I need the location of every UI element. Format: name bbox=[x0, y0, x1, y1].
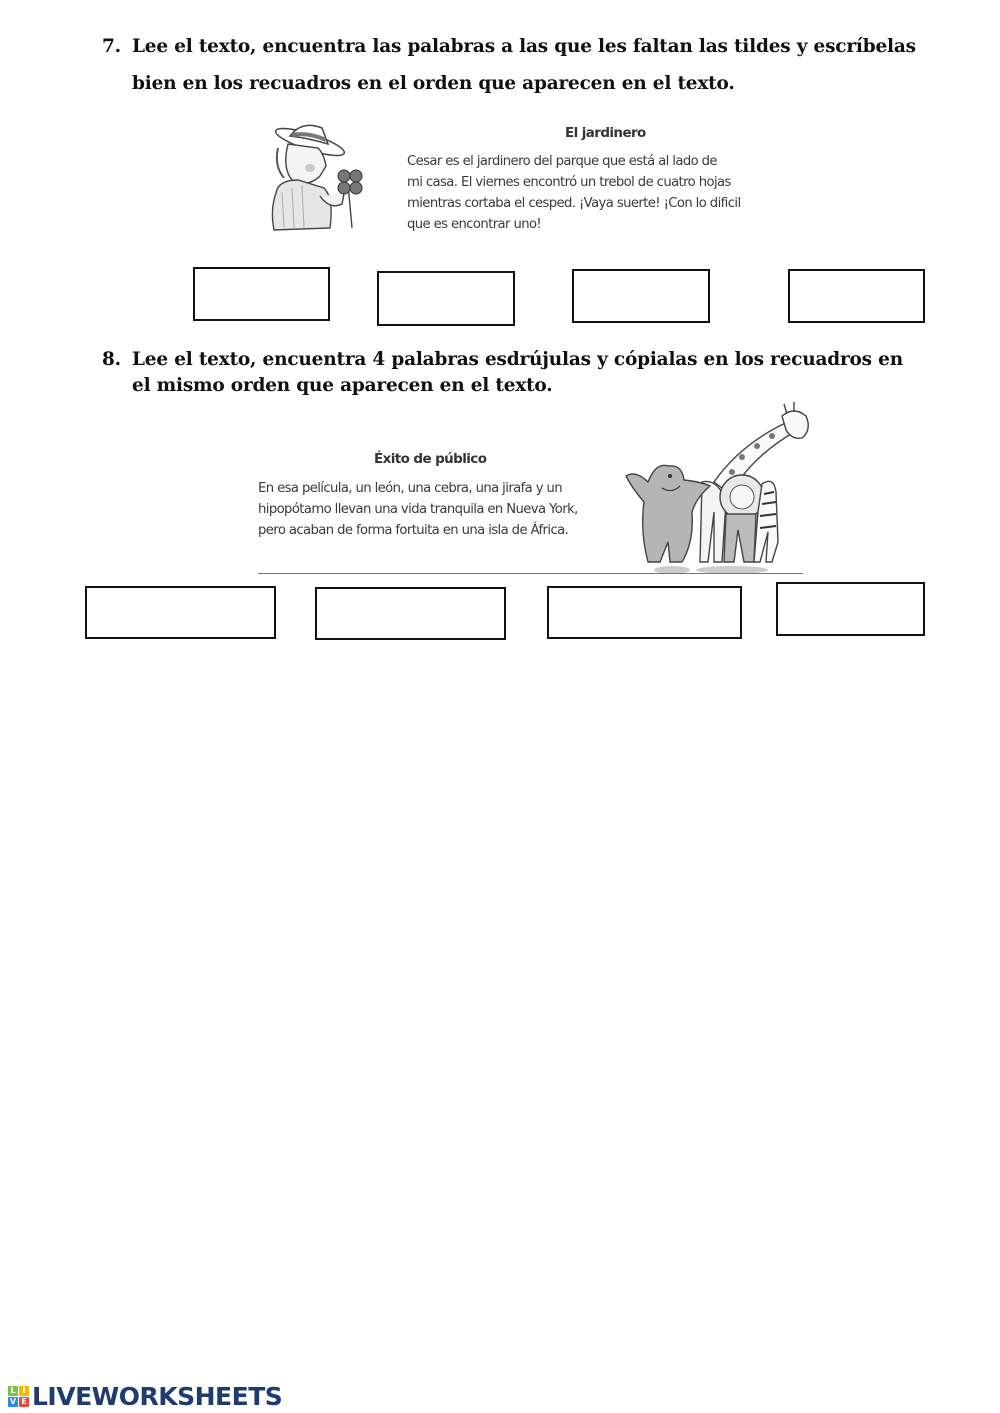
logo-letter-e: E bbox=[19, 1397, 29, 1407]
exercise-7-instruction-line-1: Lee el texto, encuentra las palabras a las que les faltan las tildes y escríbelas bbox=[132, 36, 916, 57]
logo-letter-i: I bbox=[19, 1386, 29, 1396]
gardener-icon bbox=[268, 118, 368, 233]
reading-line: hipopótamo llevan una vida tranquila en Nueva York, bbox=[258, 502, 578, 517]
exercise-8-answer-box-2[interactable] bbox=[315, 587, 506, 640]
exercise-7-answer-box-2[interactable] bbox=[377, 271, 515, 326]
exercise-7-answer-box-1[interactable] bbox=[193, 267, 330, 321]
exercise-7-answer-box-4[interactable] bbox=[788, 269, 925, 323]
logo-letter-l: L bbox=[8, 1386, 18, 1396]
reading-line: En esa película, un león, una cebra, una jirafa y un bbox=[258, 481, 563, 496]
exercise-8-instruction-line-1: Lee el texto, encuentra 4 palabras esdrújulas y cópialas en los recuadros en bbox=[132, 349, 903, 370]
reading-divider bbox=[258, 573, 803, 574]
exercise-8-number: 8. bbox=[102, 349, 121, 370]
reading-line: mientras cortaba el cesped. ¡Vaya suerte! ¡Con lo dificil bbox=[407, 196, 741, 211]
live-squares-icon bbox=[8, 1386, 29, 1407]
animals-illustration bbox=[622, 402, 812, 578]
liveworksheets-logo[interactable] bbox=[8, 1382, 282, 1411]
reading-title: Éxito de público bbox=[374, 451, 487, 467]
logo-letter-v: V bbox=[9, 1397, 17, 1406]
reading-line: mi casa. El viernes encontró un trebol de cuatro hojas bbox=[407, 175, 731, 190]
exercise-8-answer-box-3[interactable] bbox=[547, 586, 742, 639]
exercise-7-instruction-line-2: bien en los recuadros en el orden que aparecen en el texto. bbox=[132, 73, 735, 94]
reading-line: que es encontrar uno! bbox=[407, 217, 542, 232]
reading-line: pero acaban de forma fortuita en una isla de África. bbox=[258, 523, 569, 538]
exercise-7-instruction bbox=[102, 36, 942, 106]
gardener-illustration bbox=[268, 118, 368, 233]
exercise-7-number: 7. bbox=[102, 36, 121, 57]
reading-title: El jardinero bbox=[565, 125, 646, 141]
exercise-7-answer-box-3[interactable] bbox=[572, 269, 710, 323]
reading-line: Cesar es el jardinero del parque que está al lado de bbox=[407, 154, 717, 169]
exercise-8-answer-box-1[interactable] bbox=[85, 586, 276, 639]
logo-text: LIVEWORKSHEETS bbox=[32, 1382, 283, 1411]
animals-icon bbox=[622, 402, 812, 578]
exercise-8-answer-box-4[interactable] bbox=[776, 582, 925, 636]
exercise-8-instruction bbox=[102, 349, 942, 404]
exercise-8-instruction-line-2: el mismo orden que aparecen en el texto. bbox=[132, 375, 553, 396]
